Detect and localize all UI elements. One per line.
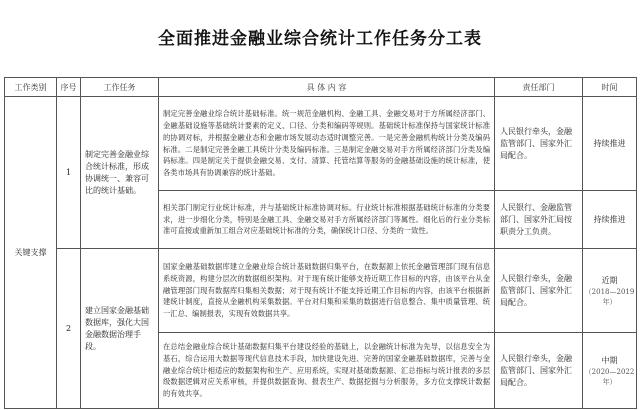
table-row: [5, 97, 637, 191]
table-row: [5, 249, 637, 333]
time-cell: [583, 97, 637, 191]
time-label: 持续推进: [593, 214, 626, 224]
header-department: 责任部门: [495, 78, 583, 97]
task-table: [4, 77, 637, 409]
header-time: 时间: [583, 78, 637, 97]
category-cell: 关键支撑: [5, 97, 57, 409]
header-category: 工作类别: [5, 78, 57, 97]
time-cell: [583, 333, 637, 409]
row-number: 1: [57, 97, 81, 249]
time-label: 持续推进: [593, 138, 626, 148]
department-cell: 人民银行牵头，金融监管部门、国家外汇局配合。: [495, 97, 583, 191]
task-cell: 建立国家金融基础数据库，强化大国金融数据治理手段。: [81, 249, 159, 409]
content-cell: 国家金融基础数据库建立金融业综合统计基础数据归集平台，在数据源上依托金融管理部门现有信息系统资源，构建分层次的数据组织架构。对于现有统计能够支持近期工作目标的内容，由该平台从金融管理部门现有数据库归集相关数据；对于现有统计不能支持近期工作目标的内容，由该平台根据新建统计制度，直接从金融机构采集数据。平台对归集和采集的数据进行信息整合、集中质量管理、统一汇总、编制报表，实现有效数据共享。: [159, 249, 495, 333]
content-cell: 制定完善金融业综合统计基础标准。统一规范金融机构、金融工具、金融交易对于方所属经济部门、金融基础设施等基础统计要素的定义、口径、分类和编码等规则。基础统计标准保持与国家统计标准的协调对标，并根据金融业态和金融市场发展动态适时调整完善。一是完善金融机构统计分类及编码标准。二是制定完善金融工具统计分类及编码标准。三是制定金融交易对手方所属经济部门分类及编码标准。四是制定关于提供金融交易、支付、清算、托管结算等服务的金融基础设施的统计标准，使各类市场具有协调兼容的统计基础。: [159, 97, 495, 191]
time-cell: [583, 249, 637, 333]
department-cell: 人民银行、金融监管部门、国家外汇局按职责分工负责。: [495, 191, 583, 249]
department-cell: 人民银行牵头，金融监管部门、国家外汇局配合。: [495, 333, 583, 409]
header-content: 具 体 内 容: [159, 78, 495, 97]
content-cell: 相关部门制定行业统计标准，并与基础统计标准协调对标。行业统计标准根据基础统计标准的分类要求，进一步细化分类，特别是金融工具、金融交易对手方所属经济部门等属性。细化后的行业分类标准可直接或重新加工组合对应基础统计标准的分类，确保统计口径、分类的一致性。: [159, 191, 495, 249]
task-cell: 制定完善金融业综合统计标准，形成协调统一、兼容可比的统计基础。: [81, 97, 159, 249]
time-cell: [583, 191, 637, 249]
department-cell: 人民银行牵头，金融监管部门、国家外汇局配合。: [495, 249, 583, 333]
page-title: 全面推进金融业综合统计工作任务分工表: [158, 29, 482, 49]
row-number: 2: [57, 249, 81, 409]
content-cell: 在总结金融业综合统计基础数据归集平台建设经验的基础上，以金融统计标准为先导，以信息安全为基石，综合运用大数据等现代信息技术手段，加快建设先进、完善的国家金融基础数据库，完善与金融业综合统计相适应的数据架构和生产、应用系统，实现对基础数据源、汇总指标与统计报表的多层级数据逻辑对应关系审核，并提供数据查询、报表生产、数据挖掘与分析服务，多方位支撑统计数据的有效共享。: [159, 333, 495, 409]
header-row: [5, 78, 637, 97]
time-range: （2020—2022年）: [584, 367, 635, 386]
time-label: 中期: [601, 355, 618, 365]
header-number: 序号: [57, 78, 81, 97]
time-label: 近期: [601, 275, 618, 285]
time-range: （2018—2019年）: [584, 287, 635, 306]
header-task: 工作任务: [81, 78, 159, 97]
